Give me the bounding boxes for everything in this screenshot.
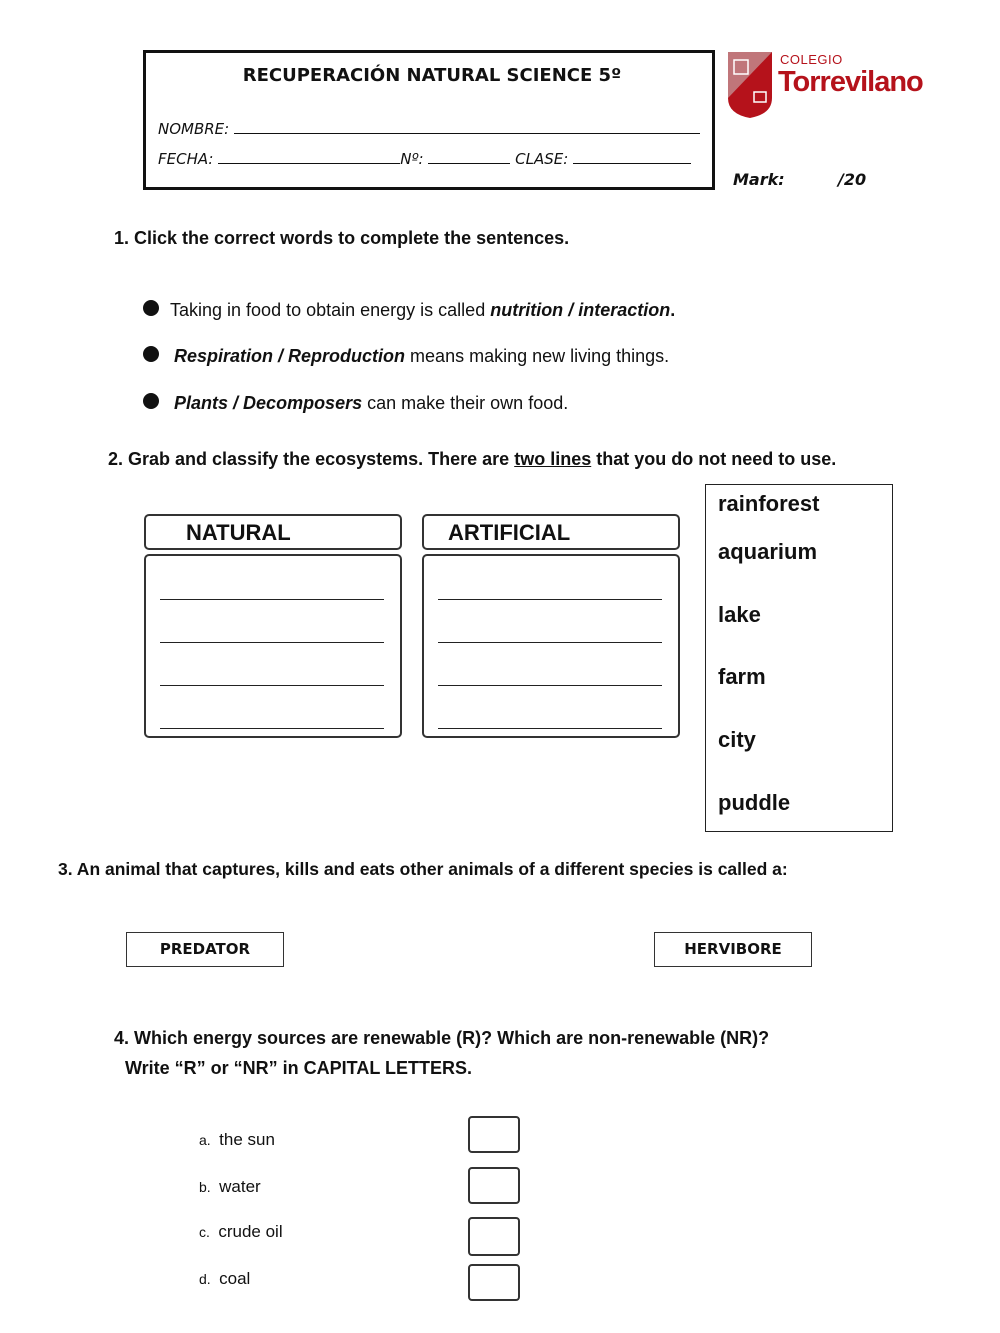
q1-sentence-3 — [174, 393, 568, 414]
natural-slot-3[interactable] — [160, 685, 384, 686]
word-aquarium[interactable]: aquarium — [718, 539, 818, 564]
word-lake[interactable]: lake — [718, 602, 761, 627]
predator-button[interactable]: PREDATOR — [126, 932, 284, 967]
answer-box-b[interactable] — [468, 1167, 520, 1204]
item-letter: b. — [199, 1179, 211, 1195]
q4-item-d — [199, 1269, 250, 1289]
word-rainforest[interactable]: rainforest — [718, 491, 820, 516]
clase-label: CLASE: — [515, 150, 569, 168]
s1-after: . — [670, 300, 676, 320]
artificial-slot-4[interactable] — [438, 728, 662, 729]
clase-blank — [573, 149, 691, 164]
q4-item-a — [199, 1130, 275, 1150]
q2-heading-underline: two lines — [514, 449, 592, 469]
q1-sentence-2 — [174, 346, 669, 367]
q4-heading-line1: 4. Which energy sources are renewable (R)? Which are non-renewable (NR)? — [114, 1028, 770, 1048]
numero-label: Nº: — [400, 150, 424, 168]
artificial-category-label: ARTIFICIAL — [422, 514, 680, 550]
s2-option-respiration[interactable]: Respiration — [174, 346, 274, 366]
s1-separator: / — [563, 300, 579, 320]
header-box — [143, 50, 715, 190]
artificial-slot-2[interactable] — [438, 642, 662, 643]
nombre-blank — [234, 119, 700, 134]
s1-before: Taking in food to obtain energy is called — [170, 300, 491, 320]
q1-heading: 1. Click the correct words to complete the sentences. — [114, 228, 570, 248]
q4-item-c — [199, 1222, 283, 1242]
mark-label: Mark: — [733, 170, 785, 189]
answer-box-c[interactable] — [468, 1217, 520, 1256]
bullet-1 — [143, 300, 159, 316]
word-farm[interactable]: farm — [718, 664, 766, 689]
fecha-label: FECHA: — [158, 150, 214, 168]
q3-heading: 3. An animal that captures, kills and eats other animals of a different species is called a: — [58, 859, 788, 879]
fecha-row — [158, 149, 691, 168]
word-city[interactable]: city — [718, 727, 756, 752]
natural-slot-2[interactable] — [160, 642, 384, 643]
mark-total: /20 — [838, 170, 867, 189]
artificial-slot-3[interactable] — [438, 685, 662, 686]
s1-option-interaction[interactable]: interaction — [578, 300, 671, 320]
natural-slot-1[interactable] — [160, 599, 384, 600]
q2-heading-before: 2. Grab and classify the ecosystems. There are — [108, 449, 515, 469]
nombre-label: NOMBRE: — [158, 120, 230, 138]
fecha-blank — [218, 149, 400, 164]
item-text: coal — [219, 1269, 251, 1288]
artificial-slot-1[interactable] — [438, 599, 662, 600]
s3-after: can make their own food. — [362, 393, 569, 413]
school-shield-logo — [726, 50, 774, 120]
bullet-3 — [143, 393, 159, 409]
s2-separator: / — [273, 346, 289, 366]
bullet-2 — [143, 346, 159, 362]
hervibore-button[interactable]: HERVIBORE — [654, 932, 812, 967]
item-letter: a. — [199, 1132, 211, 1148]
q4-heading-line2: Write “R” or “NR” in CAPITAL LETTERS. — [125, 1058, 473, 1078]
s2-option-reproduction[interactable]: Reproduction — [288, 346, 406, 366]
answer-box-d[interactable] — [468, 1264, 520, 1301]
page-title: RECUPERACIÓN NATURAL SCIENCE 5º — [242, 65, 622, 86]
word-puddle[interactable]: puddle — [718, 790, 791, 815]
s1-option-nutrition[interactable]: nutrition — [490, 300, 564, 320]
q4-item-b — [199, 1177, 261, 1197]
word-bank — [705, 484, 893, 832]
item-text: the sun — [219, 1130, 275, 1149]
item-letter: d. — [199, 1271, 211, 1287]
natural-category-label: NATURAL — [144, 514, 402, 550]
q2-heading — [108, 449, 836, 470]
answer-box-a[interactable] — [468, 1116, 520, 1153]
natural-drop-zone[interactable] — [144, 554, 402, 738]
logo-small-text: COLEGIO — [780, 52, 843, 67]
natural-slot-4[interactable] — [160, 728, 384, 729]
logo-big-text: Torrevilano — [778, 66, 923, 98]
q2-heading-after: that you do not need to use. — [591, 449, 837, 469]
q1-sentence-1 — [170, 300, 675, 321]
item-text: crude oil — [218, 1222, 283, 1241]
item-letter: c. — [199, 1224, 210, 1240]
s3-option-plants[interactable]: Plants — [174, 393, 229, 413]
s3-separator: / — [228, 393, 244, 413]
item-text: water — [219, 1177, 261, 1196]
numero-blank — [428, 149, 510, 164]
s3-option-decomposers[interactable]: Decomposers — [243, 393, 363, 413]
nombre-row — [158, 119, 700, 138]
artificial-drop-zone[interactable] — [422, 554, 680, 738]
s2-after: means making new living things. — [405, 346, 670, 366]
